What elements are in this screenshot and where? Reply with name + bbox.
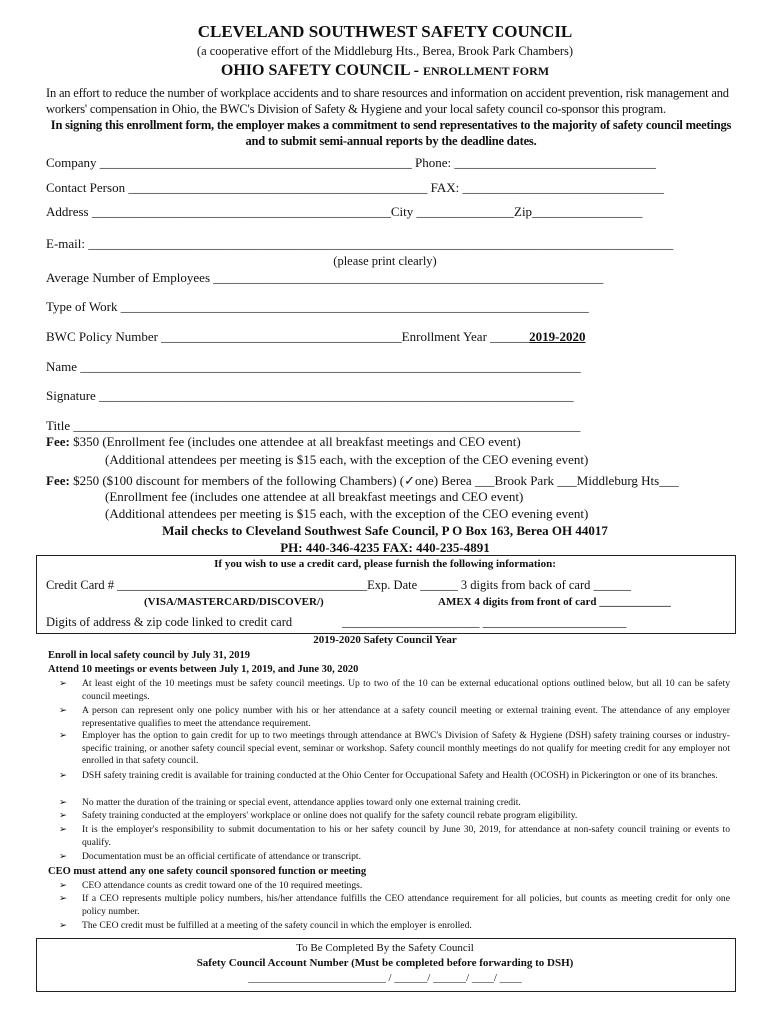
fee-250[interactable]: Fee: $250 ($100 discount for members of the following Chambers) (✓one) Berea ___Brook Park ___Middleburg Hts___ [46, 473, 679, 488]
mail-checks-address: Mail checks to Cleveland Southwest Safe Council, P O Box 163, Berea OH 44017 [162, 523, 608, 538]
account-number-label: Safety Council Account Number (Must be completed before forwarding to DSH) [196, 957, 574, 969]
work-type-field[interactable]: Type of Work ________________________________________________________________________ [46, 299, 589, 314]
arrow-bullet-icon: ➢ [59, 851, 68, 862]
council-completion-label: To Be Completed By the Safety Council [296, 942, 474, 954]
phone-fax-contact: PH: 440-346-4235 FAX: 440-235-4891 [280, 540, 490, 555]
intro-text: In an effort to reduce the number of workplace accidents and to share resources and information on accident prevention, risk management and workers' compensation in Ohio, the BWC's Division of Safety & Hygiene and your local safety council co-sponsor this program. [46, 86, 729, 116]
rule-item: ➢ A person can represent only one policy number with his or her attendance at a safety council meeting or external training event. The attendance of any employer representative qualifies to meet the attendance requirement. [59, 705, 730, 729]
address-digits-label: Digits of address & zip code linked to credit card [46, 615, 293, 629]
account-number-field[interactable]: _________________________ / ______/ ______/ ____/ ____ [248, 972, 522, 984]
rule-item: ➢ DSH safety training credit is available for training conducted at the Ohio Center for Occupational Safety and Health (OCOSH) in Pickerington or one of its branches. [59, 770, 718, 781]
fee-350-additional: (Additional attendees per meeting is $15 each, with the exception of the CEO evening event) [105, 452, 589, 467]
address-digits-blanks[interactable]: ______________________ _______________________ [342, 615, 627, 629]
name-field[interactable]: Name _____________________________________________________________________________ [46, 359, 581, 374]
commitment-text: In signing this enrollment form, the employer makes a commitment to send representatives to the majority of safety council meetings and to submit semi-annual reports by the deadline dates. [50, 118, 732, 148]
rule-item: ➢ Employer has the option to gain credit for up to two meetings through attendance at BWC's Division of Safety & Hygiene (DSH) safety training courses or industry-specific training, or another safety council special event, seminar or workshop. Safety council monthly meetings do not qualify for meeting credit for any employer not enrolled in that safety council. [59, 730, 730, 767]
rule-item: ➢ At least eight of the 10 meetings must be safety council meetings. Up to two of the 10 can be external educational options outlined below, but all 10 can be safety council meetings. [59, 678, 730, 702]
print-clearly-note: (please print clearly) [333, 254, 437, 268]
employees-field[interactable]: Average Number of Employees ____________________________________________________________ [46, 270, 604, 285]
arrow-bullet-icon: ➢ [59, 705, 68, 716]
arrow-bullet-icon: ➢ [59, 880, 68, 891]
arrow-bullet-icon: ➢ [59, 824, 68, 835]
enroll-deadline: Enroll in local safety council by July 31, 2019 [48, 650, 250, 661]
attend-requirement: Attend 10 meetings or events between July 1, 2019, and June 30, 2020 [48, 664, 359, 675]
arrow-bullet-icon: ➢ [59, 920, 68, 931]
title-field[interactable]: Title ______________________________________________________________________________ [46, 418, 581, 433]
arrow-bullet-icon: ➢ [59, 678, 68, 689]
card-types: (VISA/MASTERCARD/DISCOVER/) [144, 596, 324, 608]
email-field[interactable]: E-mail: __________________________________________________________________________________________ [46, 236, 674, 251]
fee-250-enrollment: (Enrollment fee (includes one attendee at all breakfast meetings and CEO event) [105, 489, 524, 504]
ceo-rule-item: ➢ If a CEO represents multiple policy numbers, his/her attendance fulfills the CEO attendance requirement for all policies, but counts as meeting credit for only one policy number. [59, 893, 730, 917]
council-title: CLEVELAND SOUTHWEST SAFETY COUNCIL [197, 22, 573, 41]
enrollment-year-value: 2019-2020 [529, 329, 586, 344]
council-subtitle: (a cooperative effort of the Middleburg Hts., Berea, Brook Park Chambers) [196, 44, 574, 58]
contact-fax-field[interactable]: Contact Person ______________________________________________ FAX: _______________________________ [46, 180, 664, 195]
signature-field[interactable]: Signature _________________________________________________________________________ [46, 388, 574, 403]
amex-digits-field[interactable]: AMEX 4 digits from front of card _____________ [438, 596, 671, 608]
ceo-heading: CEO must attend any one safety council sponsored function or meeting [48, 866, 367, 877]
arrow-bullet-icon: ➢ [59, 770, 68, 781]
rule-item: ➢ Documentation must be an official certificate of attendance or transcript. [59, 851, 361, 862]
safety-year-title: 2019-2020 Safety Council Year [313, 634, 457, 646]
company-phone-field[interactable]: Company ________________________________________________ Phone: _______________________________ [46, 155, 656, 170]
ceo-rule-item: ➢ CEO attendance counts as credit toward one of the 10 required meetings. [59, 880, 363, 891]
rule-item: ➢ It is the employer's responsibility to submit documentation to his or her safety council by June 30, 2019, for attendance at non-safety council training or events to qualify. [59, 824, 730, 848]
arrow-bullet-icon: ➢ [59, 893, 68, 904]
arrow-bullet-icon: ➢ [59, 797, 68, 808]
form-title: OHIO SAFETY COUNCIL - ENROLLMENT FORM [220, 62, 550, 79]
address-field[interactable]: Address ______________________________________________City _______________Zip_________________ [46, 204, 643, 219]
ceo-rule-item: ➢ The CEO credit must be fulfilled at a meeting of the safety council in which the employer is enrolled. [59, 920, 472, 931]
fee-250-additional: (Additional attendees per meeting is $15 each, with the exception of the CEO evening event) [105, 506, 589, 521]
arrow-bullet-icon: ➢ [59, 810, 68, 821]
rule-item: ➢ Safety training conducted at the employers' workplace or online does not qualify for the safety council rebate program eligibility. [59, 810, 578, 821]
credit-card-field[interactable]: Credit Card # ________________________________________Exp. Date ______ 3 digits from back of card ______ [46, 578, 631, 592]
bwc-policy-field[interactable]: BWC Policy Number _____________________________________Enrollment Year ______2019-2020 [46, 329, 586, 344]
fee-350: Fee: $350 (Enrollment fee (includes one attendee at all breakfast meetings and CEO event) [46, 434, 521, 449]
arrow-bullet-icon: ➢ [59, 730, 68, 741]
credit-card-heading: If you wish to use a credit card, please furnish the following information: [214, 558, 556, 570]
rule-item: ➢ No matter the duration of the training or special event, attendance applies toward only one external training credit. [59, 797, 521, 808]
